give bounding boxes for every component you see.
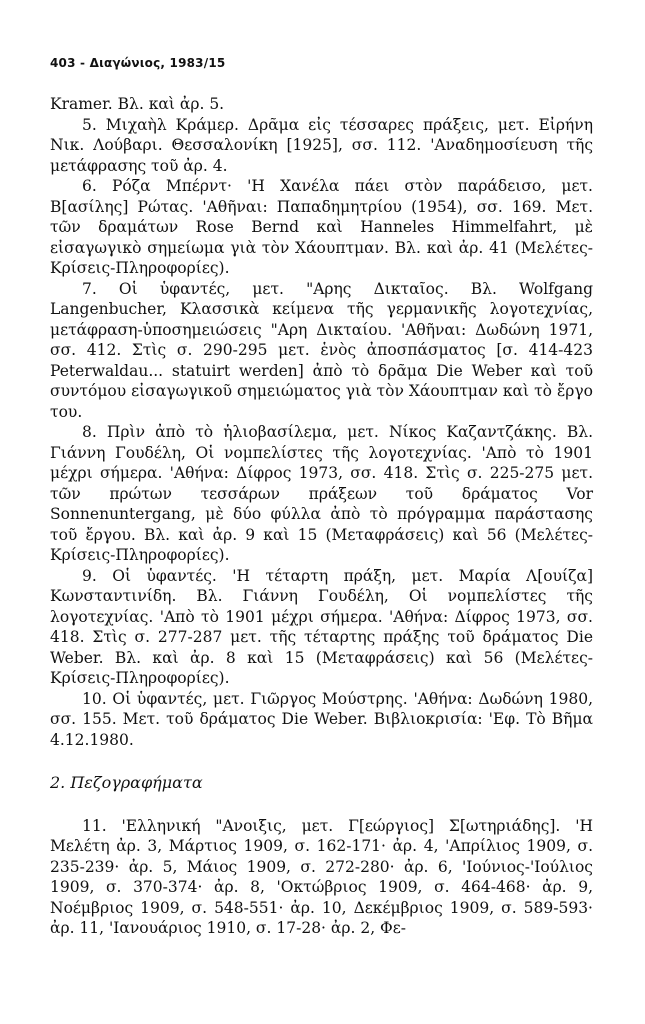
- entry-paragraph: Kramer. Βλ. καὶ ἀρ. 5.: [50, 95, 225, 113]
- entries-list: [50, 94, 593, 750]
- running-header: 403 - Διαγώνιος, 1983/15: [50, 56, 226, 70]
- entry-paragraph: 11. 'Ελληνική "Ανοιξις, μετ. Γ[εώργιος] Σ[ωτηριάδης]. 'Η Μελέτη ἀρ. 3, Μάρτιος 1909, σ. 162-171· ἀρ. 4, 'Απρίλιος 1909, σ. 235-239· ἀρ. 5, Μάιος 1909, σ. 272-280· ἀρ. 6, 'Ιούνιος-'Ιούλιος 1909, σ. 370-374· ἀρ. 8, 'Οκτώβριος 1909, σ. 464-468· ἀρ. 9, Νοέμβριος 1909, σ. 548-551· ἀρ. 10, Δεκέμβριος 1909, σ. 589-593· ἀρ. 11, 'Ιανουάριος 1910, σ. 17-28· ἀρ. 2, Φε-: [50, 816, 593, 937]
- entry-paragraph: 10. Οἱ ὑφαντές, μετ. Γιῶργος Μούστρης. 'Αθήνα: Δωδώνη 1980, σσ. 155. Μετ. τοῦ δράματος Die Weber. Βιβλιοκρισία: 'Εφ. Τὸ Βῆμα 4.12.1980.: [50, 689, 593, 749]
- entries-list-continued: [50, 816, 593, 939]
- entry-paragraph: 9. Οἱ ὑφαντές. 'Η τέταρτη πράξη, μετ. Μαρία Λ[ουίζα] Κωνσταντινίδη. Βλ. Γιάννη Γουδέλη, Οἱ νομπελίστες τῆς λογοτεχνίας. 'Απὸ τὸ 1901 μέχρι σήμερα. 'Αθήνα: Δίφρος 1973, σσ. 418. Στὶς σ. 277-287 μετ. τῆς τέταρτης πράξης τοῦ δράματος Die Weber. Βλ. καὶ ἀρ. 8 καὶ 15 (Μεταφράσεις) καὶ 56 (Μελέτες-Κρίσεις-Πληροφορίες).: [50, 566, 593, 687]
- entry-paragraph: 8. Πρὶν ἀπὸ τὸ ἡλιοβασίλεμα, μετ. Νίκος Καζαντζάκης. Βλ. Γιάννη Γουδέλη, Οἱ νομπελίστες τῆς λογοτεχνίας. 'Απὸ τὸ 1901 μέχρι σήμερα. 'Αθήνα: Δίφρος 1973, σσ. 418. Στὶς σ. 225-275 μετ. τῶν πρώτων τεσσάρων πράξεων τοῦ δράματος Vor Sonnenuntergang, μὲ δύο φύλλα ἀπὸ τὸ πρόγραμμα παράστασης τοῦ ἔργου. Βλ. καὶ ἀρ. 9 καὶ 15 (Μεταφράσεις) καὶ 56 (Μελέτες-Κρίσεις-Πληροφορίες).: [50, 423, 593, 564]
- body-text: [50, 94, 593, 939]
- entry-paragraph: 7. Οἱ ὑφαντές, μετ. "Αρης Δικταῖος. Βλ. Wolfgang Langenbucher, Κλασσικὰ κείμενα τῆς γερμανικῆς λογοτεχνίας, μετάφραση-ὑποσημειώσεις "Αρη Δικταίου. 'Αθῆναι: Δωδώνη 1971, σσ. 412. Στὶς σ. 290-295 μετ. ἑνὸς ἀποσπάσματος [σ. 414-423 Peterwaldau... statuirt werden] ἀπὸ τὸ δρᾶμα Die Weber καὶ τοῦ συντόμου εἰσαγωγικοῦ σημειώματος γιὰ τὸν Χάουπτμαν καὶ τὸ ἔργο του.: [50, 279, 593, 421]
- section-heading: 2. Πεζογραφήματα: [50, 773, 203, 792]
- entry-paragraph: 5. Μιχαὴλ Κράμερ. Δρᾶμα εἰς τέσσαρες πράξεις, μετ. Εἰρήνη Νικ. Λούβαρι. Θεσσαλονίκη [1925], σσ. 112. 'Αναδημοσίευση τῆς μετάφρασης τοῦ ἀρ. 4.: [50, 115, 593, 175]
- entry-paragraph: 6. Ρόζα Μπέρντ· 'Η Χανέλα πάει στὸν παράδεισο, μετ. Β[ασίλης] Ρώτας. 'Αθῆναι: Παπαδημητρίου (1954), σσ. 169. Μετ. τῶν δραμάτων Rose Bernd καὶ Hanneles Himmelfahrt, μὲ εἰσαγωγικὸ σημείωμα γιὰ τὸν Χάουπτμαν. Βλ. καὶ ἀρ. 41 (Μελέτες-Κρίσεις-Πληροφορίες).: [50, 177, 593, 277]
